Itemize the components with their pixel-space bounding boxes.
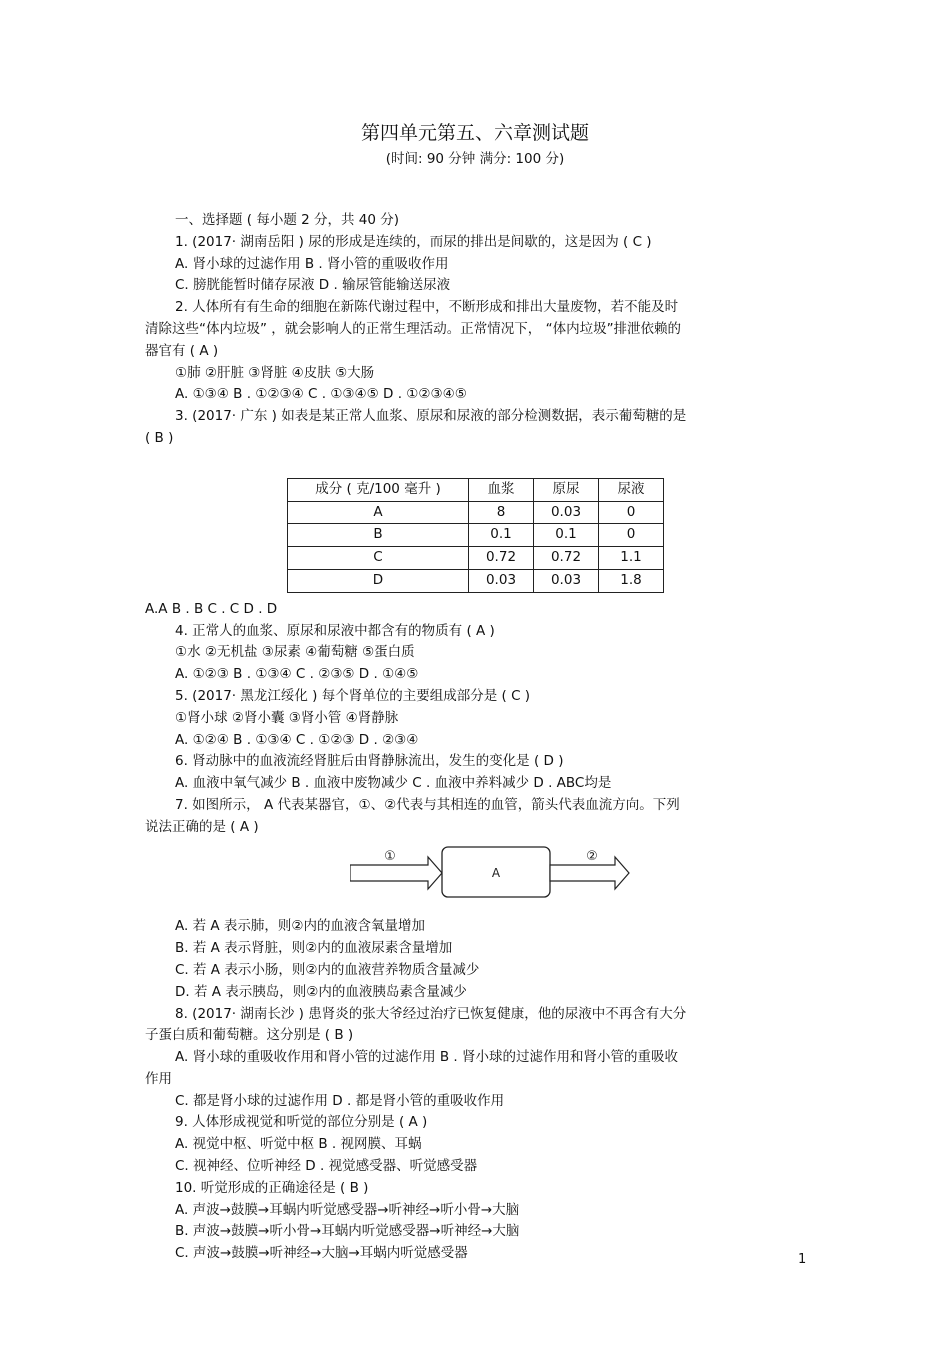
table-cell: D [288,569,469,592]
table-cell: 0.1 [534,524,599,547]
table-header-row [288,478,664,501]
q7-stem-line2: 说法正确的是 ( A ) [145,818,259,835]
q1-stem: 1. (2017· 湖南岳阳 ) 尿的形成是连续的，而尿的排出是间歇的，这是因为 ( C ) [175,233,652,250]
blood-flow-diagram [350,845,630,901]
q4-stem: 4. 正常人的血浆、原尿和尿液中都含有的物质有 ( A ) [175,622,495,639]
q2-stem-line2: 清除这些“体内垃圾” ，就会影响人的正常生理活动。正常情况下， “体内垃圾”排泄依赖的 [145,320,682,337]
q5-items: ①肾小球 ②肾小囊 ③肾小管 ④肾静脉 [175,709,399,726]
table-cell: 0.72 [469,547,534,570]
table-cell: 0 [599,501,664,524]
table-cell: 0.03 [534,501,599,524]
table-cell: 0.1 [469,524,534,547]
q4-options: A. ①②③ B . ①③④ C . ②③⑤ D . ①④⑤ [175,666,419,683]
q8-options-ab-wrap: 作用 [145,1070,172,1087]
page-subtitle: (时间: 90 分钟 满分: 100 分) [385,151,565,167]
q2-items: ①肺 ②肝脏 ③肾脏 ④皮肤 ⑤大肠 [175,364,375,381]
q1-options-cd: C. 膀胱能暂时储存尿液 D . 输尿管能输送尿液 [175,277,451,294]
inflow-arrow [350,857,442,889]
question-body [145,210,795,1265]
q4-items: ①水 ②无机盐 ③尿素 ④葡萄糖 ⑤蛋白质 [175,644,415,661]
data-table [287,478,664,593]
table-cell: 0.03 [469,569,534,592]
q1-options-ab: A. 肾小球的过滤作用 B . 肾小管的重吸收作用 [175,255,449,272]
table-row [288,524,664,547]
table-header-cell: 原尿 [534,478,599,501]
q5-options: A. ①②④ B . ①③④ C . ①②③ D . ②③④ [175,731,419,748]
table-cell: B [288,524,469,547]
q6-stem: 6. 肾动脉中的血液流经肾脏后由肾静脉流出，发生的变化是 ( D ) [175,753,564,770]
q2-stem-line3: 器官有 ( A ) [145,342,219,359]
organ-label: A [491,865,501,880]
q9-stem: 9. 人体形成视觉和听觉的部位分别是 ( A ) [175,1114,428,1131]
table-row [288,569,664,592]
page-title: 第四单元第五、六章测试题 [360,122,589,144]
q7-option-a: A. 若 A 表示肺，则②内的血液含氧量增加 [175,918,426,935]
q7-option-b: B. 若 A 表示肾脏，则②内的血液尿素含量增加 [175,940,453,957]
q5-stem: 5. (2017· 黑龙江绥化 ) 每个肾单位的主要组成部分是 ( C ) [175,687,531,704]
q8-stem-line2: 子蛋白质和葡萄糖。这分别是 ( B ) [145,1027,354,1044]
q10-stem: 10. 听觉形成的正确途径是 ( B ) [175,1179,369,1196]
q10-option-c: C. 声波→鼓膜→听神经→大脑→耳蜗内听觉感受器 [175,1245,468,1262]
page-number: 1 [798,1252,807,1267]
q3-stem-line2: ( B ) [145,429,174,446]
q7-option-c: C. 若 A 表示小肠，则②内的血液营养物质含量减少 [175,961,480,978]
q6-options: A. 血液中氧气减少 B . 血液中废物减少 C . 血液中养料减少 D . ABC均是 [175,775,612,792]
q3-options: A.A B . B C . C D . D [145,600,278,617]
q7-stem-line1: 7. 如图所示， A 代表某器官，①、②代表与其相连的血管，箭头代表血流方向。下列 [175,796,680,813]
table-header-cell: 尿液 [599,478,664,501]
q7-option-d: D. 若 A 表示胰岛，则②内的血液胰岛素含量减少 [175,983,467,1000]
table-cell: 1.1 [599,547,664,570]
table-row [288,501,664,524]
table-cell: A [288,501,469,524]
q2-stem-line1: 2. 人体所有有生命的细胞在新陈代谢过程中，不断形成和排出大量废物，若不能及时 [175,299,679,316]
section-heading: 一、选择题 ( 每小题 2 分，共 40 分) [175,212,400,228]
table-row [288,547,664,570]
table-cell: 0.72 [534,547,599,570]
q2-options: A. ①③④ B . ①②③④ C . ①③④⑤ D . ①②③④⑤ [175,386,467,403]
outflow-label: ② [586,848,598,864]
q9-options-cd: C. 视神经、位听神经 D . 视觉感受器、听觉感受器 [175,1158,478,1175]
table-header-cell: 血浆 [469,478,534,501]
table-cell: C [288,547,469,570]
q10-option-b: B. 声波→鼓膜→听小骨→耳蜗内听觉感受器→听神经→大脑 [175,1223,520,1240]
q10-option-a: A. 声波→鼓膜→耳蜗内听觉感受器→听神经→听小骨→大脑 [175,1201,520,1218]
table-header-cell: 成分 ( 克/100 毫升 ) [288,478,469,501]
table-cell: 0 [599,524,664,547]
inflow-label: ① [384,848,396,864]
q9-options-ab: A. 视觉中枢、听觉中枢 B . 视网膜、耳蜗 [175,1136,422,1153]
table-cell: 1.8 [599,569,664,592]
q8-options-cd: C. 都是肾小球的过滤作用 D . 都是肾小管的重吸收作用 [175,1092,505,1109]
q3-stem-line1: 3. (2017· 广东 ) 如表是某正常人血浆、原尿和尿液的部分检测数据，表示葡萄糖的是 [175,408,687,425]
table-cell: 8 [469,501,534,524]
table-cell: 0.03 [534,569,599,592]
q8-stem-line1: 8. (2017· 湖南长沙 ) 患肾炎的张大爷经过治疗已恢复健康，他的尿液中不再含有大分 [175,1005,687,1022]
q8-options-ab: A. 肾小球的重吸收作用和肾小管的过滤作用 B . 肾小球的过滤作用和肾小管的重吸收 [175,1049,679,1066]
